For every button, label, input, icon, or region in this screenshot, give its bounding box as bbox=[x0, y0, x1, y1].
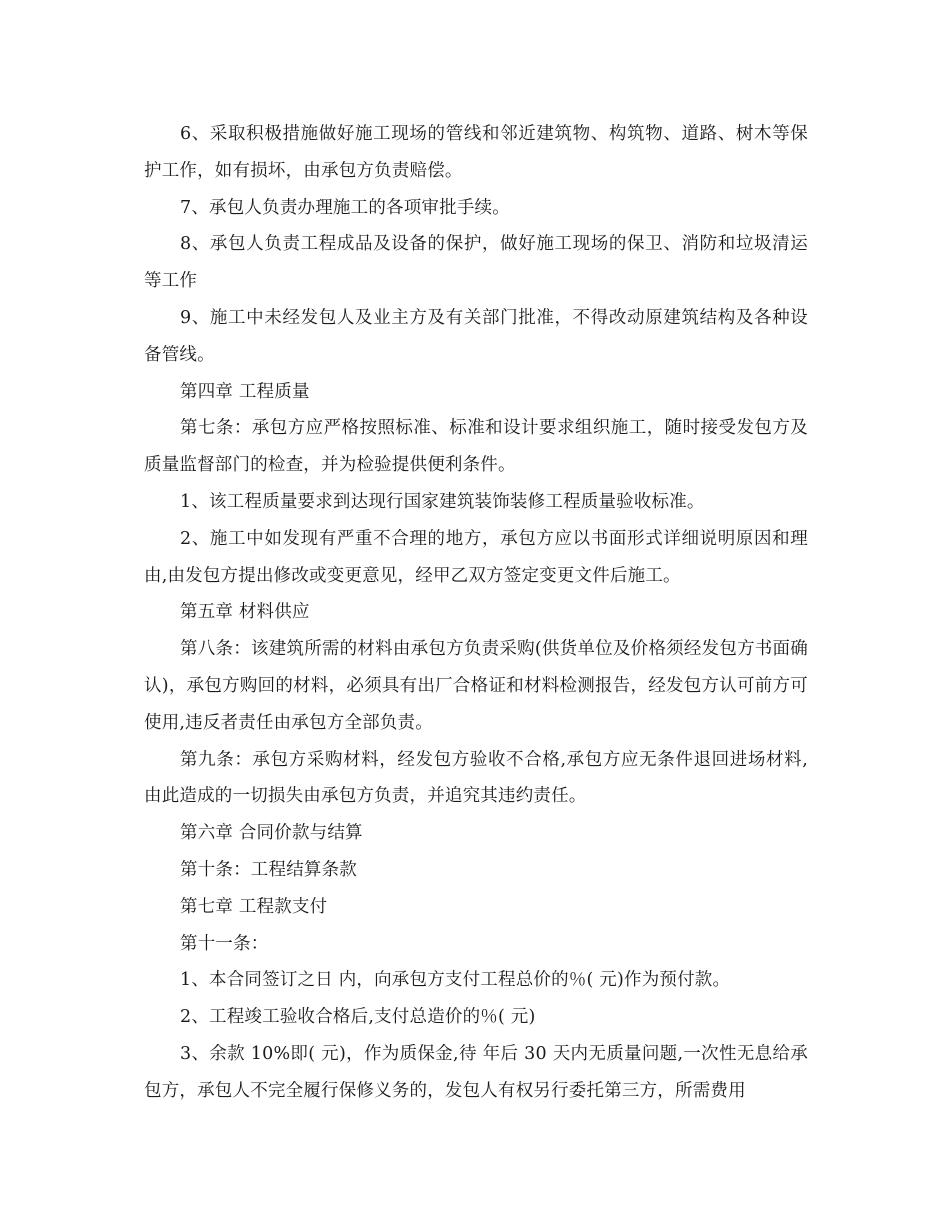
chapter-6-heading: 第六章 合同价款与结算 bbox=[180, 823, 363, 844]
clause-9: 9、施工中未经发包人及业主方及有关部门批准，不得改动原建筑结构及各种设备管线。 bbox=[144, 307, 808, 365]
article-11-item-2: 2、工程竣工验收合格后,支付总造价的％( 元) bbox=[180, 1007, 536, 1028]
clause-6: 6、采取积极措施做好施工现场的管线和邻近建筑物、构筑物、道路、树木等保护工作，如有损坏，由承包方负责赔偿。 bbox=[144, 124, 808, 181]
article-8: 第八条：该建筑所需的材料由承包方负责采购(供货单位及价格须经发包方书面确认)，承包方购回的材料，必须具有出厂合格证和材料检测报告，经发包方认可前方可使用,违反者责任由承包方全部负责。 bbox=[144, 639, 808, 733]
clause-8: 8、承包人负责工程成品及设备的保护，做好施工现场的保卫、消防和垃圾清运等工作 bbox=[144, 234, 808, 292]
article-7-item-2: 2、施工中如发现有严重不合理的地方，承包方应以书面形式详细说明原因和理由,由发包方提出修改或变更意见，经甲乙双方签定变更文件后施工。 bbox=[144, 528, 808, 586]
article-11-item-1: 1、本合同签订之日 内，向承包方支付工程总价的％( 元)作为预付款。 bbox=[180, 970, 731, 991]
article-10: 第十条：工程结算条款 bbox=[180, 859, 357, 880]
article-7: 第七条：承包方应严格按照标准、标准和设计要求组织施工，随时接受发包方及质量监督部门的检查，并为检验提供便利条件。 bbox=[144, 418, 808, 476]
article-11: 第十一条： bbox=[180, 933, 269, 954]
chapter-4-heading: 第四章 工程质量 bbox=[180, 381, 310, 402]
article-9: 第九条：承包方采购材料，经发包方验收不合格,承包方应无条件退回进场材料,由此造成的一切损失由承包方负责，并追究其违约责任。 bbox=[144, 749, 808, 807]
document-page bbox=[144, 116, 808, 1110]
chapter-7-heading: 第七章 工程款支付 bbox=[180, 896, 328, 917]
article-7-item-1: 1、该工程质量要求到达现行国家建筑装饰装修工程质量验收标准。 bbox=[180, 491, 705, 512]
article-11-item-3: 3、余款 10%即( 元)，作为质保金,待 年后 30 天内无质量问题,一次性无息给承包方，承包人不完全履行保修义务的，发包人有权另行委托第三方，所需费用 bbox=[144, 1043, 808, 1101]
clause-7: 7、承包人负责办理施工的各项审批手续。 bbox=[180, 197, 510, 218]
chapter-5-heading: 第五章 材料供应 bbox=[180, 602, 310, 623]
